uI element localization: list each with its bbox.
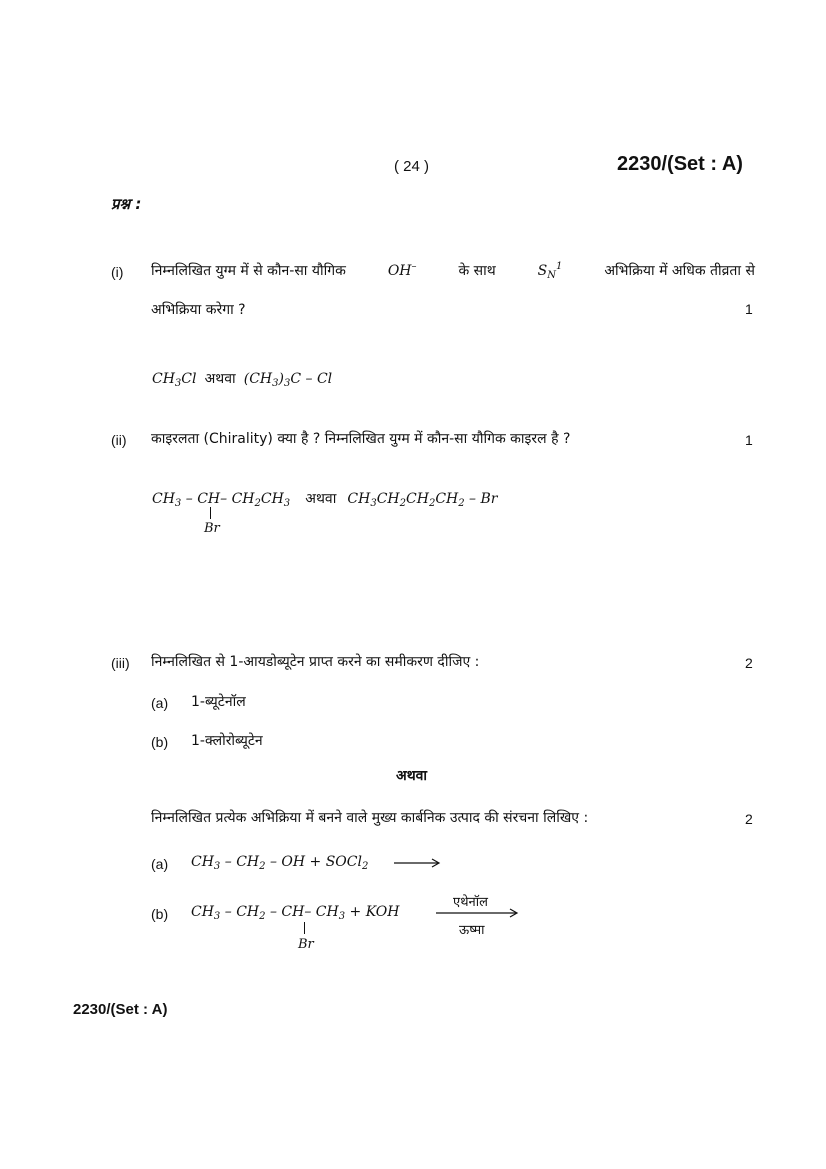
paper-code-header: 2230/(Set : A)	[617, 153, 743, 175]
section-title: प्रश्न :	[111, 195, 142, 213]
question-text: निम्नलिखित युग्म में से कौन-सा यौगिक	[151, 263, 346, 279]
arrow-condition-top: एथेनॉल	[453, 895, 488, 910]
marks: 2	[745, 655, 753, 671]
or-text: अथवा	[305, 491, 337, 507]
question-1-line-2: अभिक्रिया करेगा ?	[151, 302, 246, 318]
question-number: (ii)	[111, 432, 127, 448]
option-label: (a)	[151, 856, 169, 872]
paper-code-footer: 2230/(Set : A)	[73, 1001, 168, 1018]
question-text: के साथ	[458, 263, 496, 279]
bromobutane-secondary: $CH_3 - CH-$ $CH_2CH_3$	[152, 491, 291, 509]
alternative-question-text: निम्नलिखित प्रत्येक अभिक्रिया में बनने वाले मुख्य कार्बनिक उत्पाद की संरचना लिखिए :	[151, 810, 589, 826]
reaction-b: $CH_3 - CH_2 - CH-$ $CH_3$ + KOH	[191, 904, 400, 922]
bromobutane-primary: $CH_3CH_2CH_2CH_2$ – Br	[347, 491, 498, 509]
reaction-a: $CH_3 - CH_2$ – OH + SOCl$_2$	[191, 854, 369, 872]
question-2-text: काइरलता (Chirality) क्या है ? निम्नलिखित युग्म में कौन-सा यौगिक काइरल है ?	[151, 431, 571, 447]
reaction-arrow	[394, 856, 444, 870]
option-text: 1-क्लोरोब्यूटेन	[191, 733, 263, 749]
question-number: (i)	[111, 264, 124, 280]
marks: 1	[745, 301, 753, 317]
question-1-line-1	[151, 261, 755, 281]
compound-pair-1: $CH_3Cl$ अथवा $(CH_3)_3C$ – Cl	[152, 371, 333, 389]
option-label: (b)	[151, 906, 169, 922]
page-number: ( 24 )	[394, 158, 430, 175]
bond-line	[210, 507, 211, 519]
question-text: अभिक्रिया में अधिक तीव्रता से	[604, 263, 755, 279]
hydroxide-ion: OH–	[387, 261, 417, 279]
question-number: (iii)	[111, 655, 130, 671]
bromo-branch: Br	[298, 937, 314, 952]
bond-line	[304, 922, 305, 934]
marks: 2	[745, 811, 753, 827]
compound-pair-2	[152, 488, 498, 509]
question-3-text: निम्नलिखित से 1-आयडोब्यूटेन प्राप्त करने का समीकरण दीजिए :	[151, 654, 480, 670]
or-text: अथवा	[204, 371, 236, 387]
option-label: (a)	[151, 695, 169, 711]
or-heading: अथवा	[396, 768, 428, 784]
bromo-branch: Br	[204, 521, 220, 536]
sn1-term: $S_N^1$	[537, 261, 563, 281]
option-text: 1-ब्यूटेनॉल	[191, 694, 246, 710]
arrow-condition-bottom: ऊष्मा	[459, 923, 485, 938]
option-label: (b)	[151, 734, 169, 750]
marks: 1	[745, 432, 753, 448]
reaction-arrow	[436, 906, 522, 920]
